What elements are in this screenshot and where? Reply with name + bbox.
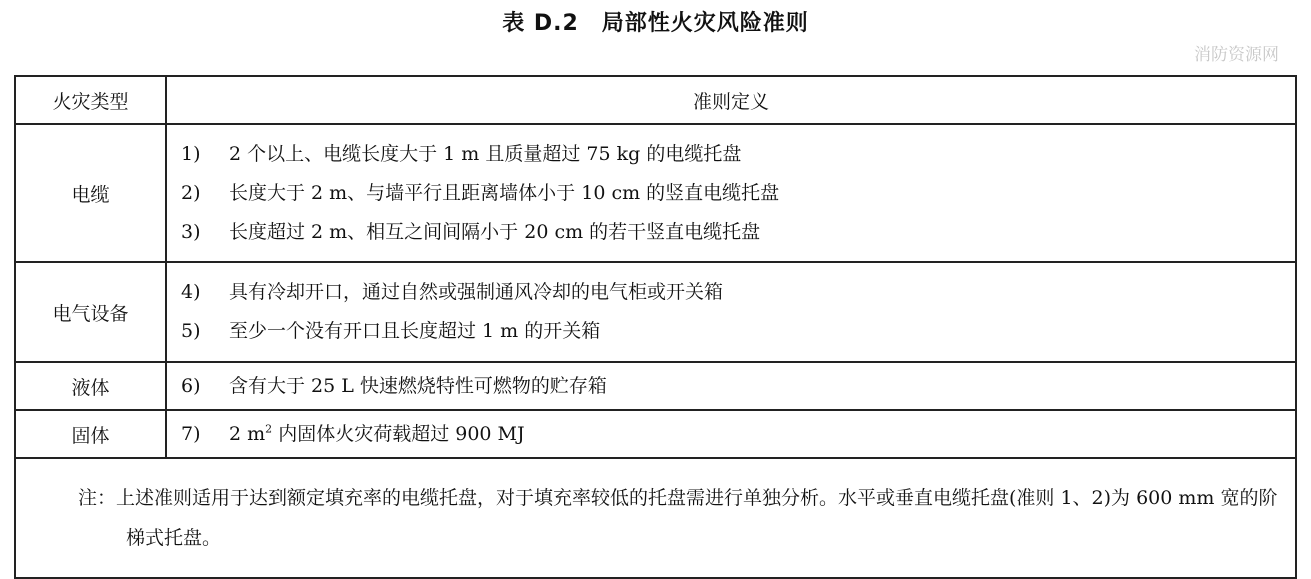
criterion-item [181, 273, 1295, 312]
fire-type-cell: 固体 [15, 410, 166, 458]
criterion-text: 至少一个没有开口且长度超过 1 m 的开关箱 [229, 320, 601, 342]
criterion-item [181, 213, 1295, 252]
table-row-solid [15, 410, 1296, 458]
table-row-electrical [15, 262, 1296, 362]
criterion-number: 4) [181, 281, 201, 303]
criterion-text: 长度大于 2 m、与墙平行且距离墙体小于 10 cm 的竖直电缆托盘 [229, 181, 780, 204]
criterion-text-post: 内固体火灾荷载超过 900 MJ [272, 422, 525, 445]
table-note-row [15, 458, 1296, 578]
criteria-cell [166, 362, 1296, 410]
criterion-text: 长度超过 2 m、相互之间间隔小于 20 cm 的若干竖直电缆托盘 [229, 220, 761, 243]
criterion-number: 2) [181, 181, 201, 204]
criteria-cell [166, 410, 1296, 458]
criteria-cell [166, 262, 1296, 362]
criterion-number: 3) [181, 220, 201, 243]
header-criteria-definition: 准则定义 [166, 76, 1296, 124]
criteria-cell [166, 124, 1296, 262]
criterion-item [181, 174, 1295, 213]
criterion-number: 6) [181, 374, 201, 397]
criteria-table [14, 75, 1297, 579]
criterion-text [229, 423, 525, 445]
criterion-item [181, 135, 1295, 174]
table-row-liquid [15, 362, 1296, 410]
criterion-item [181, 312, 1295, 351]
table-row-cable [15, 124, 1296, 262]
page-title: 表 D.2 局部性火灾风险准则 [502, 11, 809, 36]
criterion-text: 2 个以上、电缆长度大于 1 m 且质量超过 75 kg 的电缆托盘 [229, 142, 742, 165]
table-note: 注：上述准则适用于达到额定填充率的电缆托盘，对于填充率较低的托盘需进行单独分析。水平或垂直电缆托盘(准则 1、2)为 600 mm 宽的阶梯式托盘。 [78, 487, 1278, 549]
criterion-text: 具有冷却开口，通过自然或强制通风冷却的电气柜或开关箱 [229, 281, 724, 303]
fire-type-cell: 电气设备 [15, 262, 166, 362]
header-fire-type: 火灾类型 [15, 76, 166, 124]
criterion-text: 含有大于 25 L 快速燃烧特性可燃物的贮存箱 [229, 374, 607, 397]
watermark: 消防资源网 [1194, 45, 1279, 65]
superscript-exponent: 2 [265, 422, 273, 436]
criterion-text-pre: 2 m [229, 422, 266, 445]
criterion-number: 1) [181, 142, 201, 165]
table-header-row [15, 76, 1296, 124]
criterion-item [181, 367, 1295, 406]
fire-type-cell: 液体 [15, 362, 166, 410]
note-cell [15, 458, 1296, 578]
criterion-number: 7) [181, 422, 201, 445]
fire-type-cell: 电缆 [15, 124, 166, 262]
criterion-number: 5) [181, 320, 201, 342]
criterion-item [181, 415, 1295, 454]
